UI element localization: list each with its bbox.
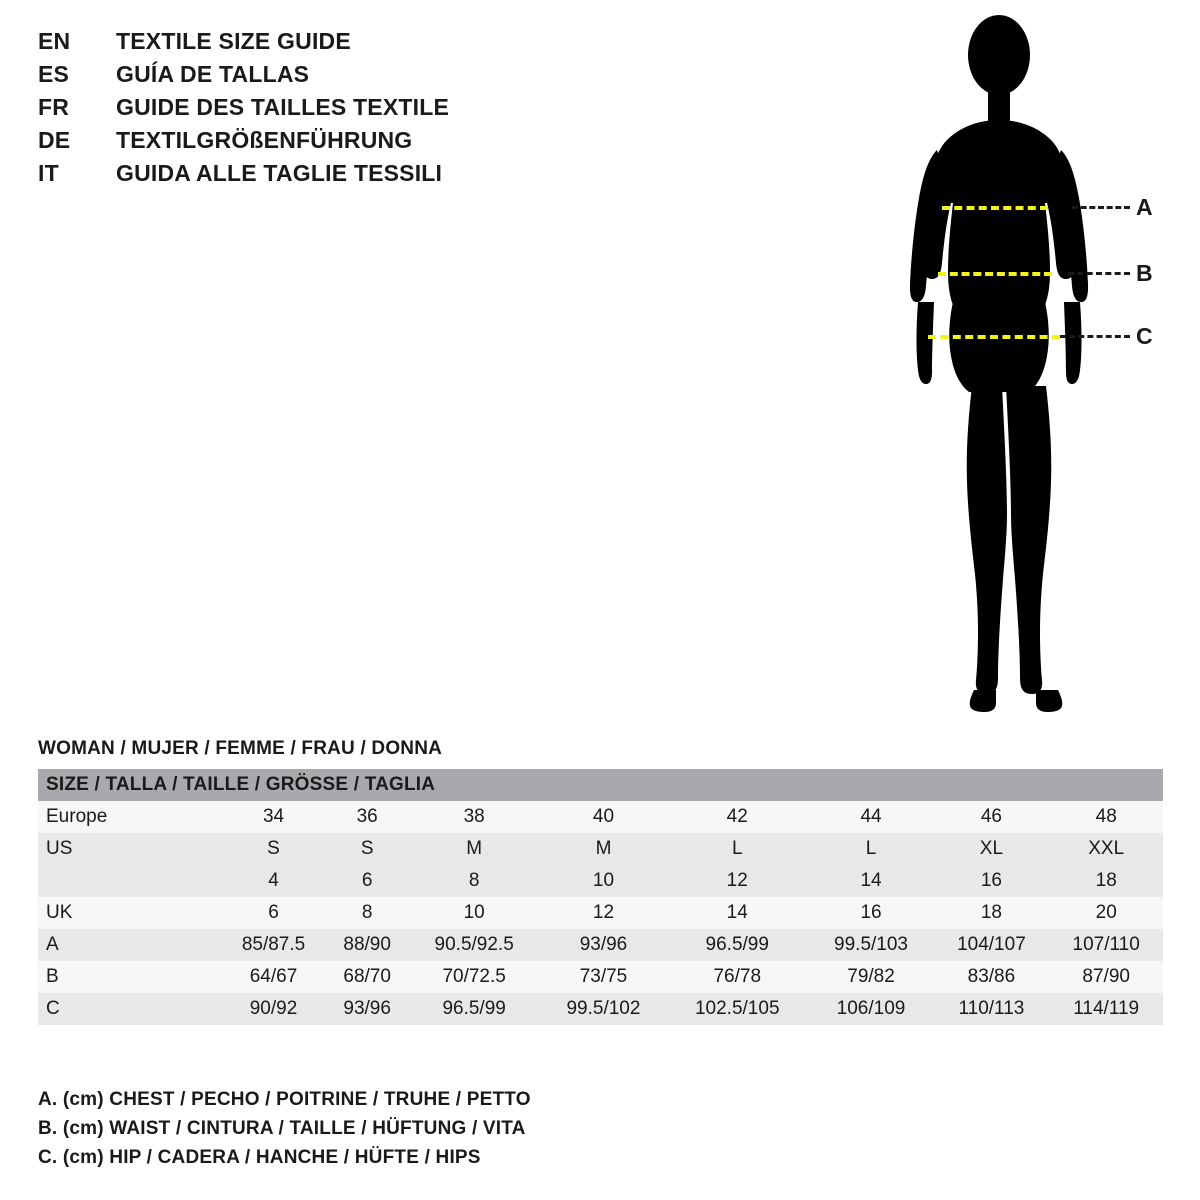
table-cell: 96.5/99 [666, 929, 809, 961]
row-label: C [38, 993, 220, 1025]
table-cell: 4 [220, 865, 327, 897]
table-cell: 16 [933, 865, 1049, 897]
table-cell: 12 [541, 897, 666, 929]
row-label: US [38, 833, 220, 865]
measurement-line-hip [928, 335, 1060, 339]
table-cell: 34 [220, 801, 327, 833]
measurement-line-chest [942, 206, 1048, 210]
table-cell: 114/119 [1049, 993, 1163, 1025]
table-cell: 73/75 [541, 961, 666, 993]
table-cell: 93/96 [541, 929, 666, 961]
row-label: A [38, 929, 220, 961]
table-cell: 87/90 [1049, 961, 1163, 993]
table-cell: 90.5/92.5 [407, 929, 541, 961]
table-cell: S [327, 833, 407, 865]
title-lang-code: IT [38, 160, 59, 186]
table-cell: 20 [1049, 897, 1163, 929]
table-cell: 79/82 [809, 961, 934, 993]
legend-item-hip: C. (cm) HIP / CADERA / HANCHE / HÜFTE / HIPS [38, 1147, 481, 1168]
title-lang-code: ES [38, 61, 70, 87]
lead-line-waist [1068, 272, 1130, 275]
table-cell: L [809, 833, 934, 865]
table-cell: 42 [666, 801, 809, 833]
table-row [38, 993, 1163, 1025]
table-cell: 6 [327, 865, 407, 897]
title-row [38, 94, 598, 127]
table-header-label: SIZE / TALLA / TAILLE / GRÖSSE / TAGLIA [38, 769, 1163, 801]
table-cell: 10 [407, 897, 541, 929]
title-text: TEXTILGRÖßENFÜHRUNG [116, 127, 413, 153]
measurement-label-b: B [1136, 260, 1153, 286]
size-table [38, 769, 1163, 1025]
table-cell: 64/67 [220, 961, 327, 993]
lead-line-hip [1060, 335, 1130, 338]
female-body-silhouette-icon [860, 10, 1190, 755]
measurement-legend [38, 1090, 738, 1177]
table-cell: 38 [407, 801, 541, 833]
table-cell: 93/96 [327, 993, 407, 1025]
table-cell: 8 [327, 897, 407, 929]
row-label: B [38, 961, 220, 993]
table-cell: 14 [809, 865, 934, 897]
body-measurement-figure [860, 10, 1190, 755]
table-row [38, 897, 1163, 929]
title-row [38, 28, 598, 61]
title-text: GUIDE DES TAILLES TEXTILE [116, 94, 449, 120]
table-cell: S [220, 833, 327, 865]
legend-item-chest: A. (cm) CHEST / PECHO / POITRINE / TRUHE / PETTO [38, 1089, 531, 1110]
table-cell: 36 [327, 801, 407, 833]
row-label: Europe [38, 801, 220, 833]
title-lang-code: EN [38, 28, 71, 54]
lead-line-chest [1072, 206, 1130, 209]
table-cell: 110/113 [933, 993, 1049, 1025]
measurement-line-waist [938, 272, 1052, 276]
table-cell: 102.5/105 [666, 993, 809, 1025]
title-block [38, 28, 598, 193]
title-row [38, 127, 598, 160]
table-cell: 83/86 [933, 961, 1049, 993]
table-row [38, 929, 1163, 961]
table-cell: 104/107 [933, 929, 1049, 961]
table-cell: 16 [809, 897, 934, 929]
table-cell: L [666, 833, 809, 865]
table-cell: XL [933, 833, 1049, 865]
table-row [38, 865, 1163, 897]
row-label: UK [38, 897, 220, 929]
table-row [38, 833, 1163, 865]
table-cell: M [541, 833, 666, 865]
title-text: TEXTILE SIZE GUIDE [116, 28, 351, 54]
table-cell: 46 [933, 801, 1049, 833]
title-text: GUÍA DE TALLAS [116, 61, 310, 87]
table-cell: 40 [541, 801, 666, 833]
title-lang-code: DE [38, 127, 71, 153]
size-table-section [38, 738, 1163, 1025]
table-cell: 48 [1049, 801, 1163, 833]
table-cell: 85/87.5 [220, 929, 327, 961]
table-cell: 76/78 [666, 961, 809, 993]
table-cell: 88/90 [327, 929, 407, 961]
table-cell: 107/110 [1049, 929, 1163, 961]
title-lang-code: FR [38, 94, 70, 120]
measurement-label-c: C [1136, 323, 1153, 349]
table-cell: 18 [1049, 865, 1163, 897]
table-cell: 44 [809, 801, 934, 833]
table-cell: M [407, 833, 541, 865]
table-cell: 99.5/102 [541, 993, 666, 1025]
table-cell: 90/92 [220, 993, 327, 1025]
measurement-label-a: A [1136, 194, 1153, 220]
table-header-row [38, 769, 1163, 801]
table-cell: 8 [407, 865, 541, 897]
title-row [38, 61, 598, 94]
table-cell: 14 [666, 897, 809, 929]
table-row [38, 961, 1163, 993]
title-text: GUIDA ALLE TAGLIE TESSILI [116, 160, 443, 186]
table-row [38, 801, 1163, 833]
table-group-heading: WOMAN / MUJER / FEMME / FRAU / DONNA [38, 738, 443, 759]
row-label [38, 865, 220, 897]
table-cell: 6 [220, 897, 327, 929]
table-cell: 70/72.5 [407, 961, 541, 993]
title-row [38, 160, 598, 193]
table-cell: 18 [933, 897, 1049, 929]
table-cell: 10 [541, 865, 666, 897]
table-cell: 106/109 [809, 993, 934, 1025]
table-cell: 96.5/99 [407, 993, 541, 1025]
table-cell: 68/70 [327, 961, 407, 993]
legend-item-waist: B. (cm) WAIST / CINTURA / TAILLE / HÜFTUNG / VITA [38, 1118, 526, 1139]
table-cell: 99.5/103 [809, 929, 934, 961]
table-cell: XXL [1049, 833, 1163, 865]
table-cell: 12 [666, 865, 809, 897]
